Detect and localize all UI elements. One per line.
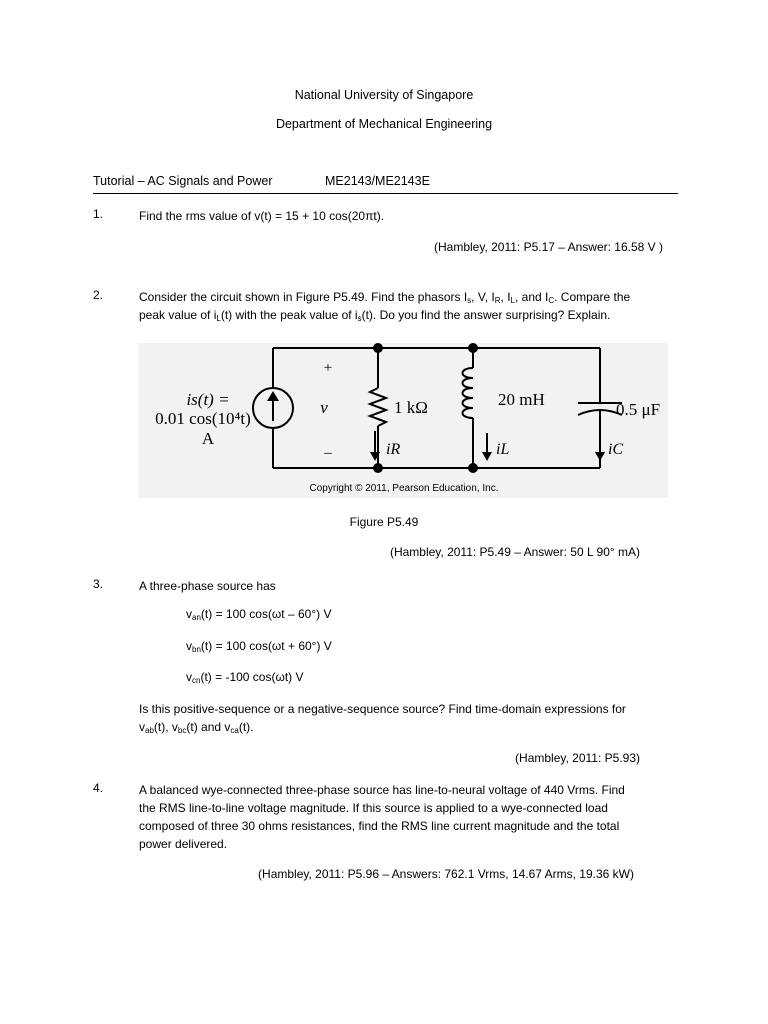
- tutorial-title: Tutorial – AC Signals and Power: [93, 174, 273, 188]
- current-il-label: iL: [496, 441, 510, 458]
- figure-caption: Figure P5.49: [349, 515, 419, 529]
- equation-van: $v_{an}(t) = 100$ cos(ωt – 60°) V: [186, 607, 332, 622]
- equation-vbn: $v_{bn}(t) = 100$ cos(ωt + 60°) V: [186, 639, 332, 654]
- circuit-diagram: [138, 343, 668, 498]
- voltage-label: v: [320, 398, 328, 417]
- question-4-text: A balanced wye-connected three-phase source has line-to-neural voltage of 440 Vrms. Find the RMS line-to-line voltage magnitude. If this source is applied to a wye-connected load composed of three 30 ohms resistances, find the RMS line current magnitude and the total power delivered.: [139, 783, 625, 851]
- university-name: National University of Singapore: [294, 88, 474, 102]
- question-2-reference: (Hambley, 2011: P5.49 – Answer: 50 L 90° mA): [389, 545, 640, 559]
- source-label-line-3: A: [201, 429, 215, 448]
- question-3-text: Is this positive-sequence or a negative-sequence source? Find time-domain expressions for $v_{ab}(t)$, $v_{bc}(t)$ and $v_{ca}(t)$.: [139, 702, 626, 735]
- question-4-number: 4.: [93, 781, 104, 795]
- figure-copyright: Copyright © 2011, Pearson Education, Inc.: [309, 483, 499, 494]
- minus-sign: –: [324, 445, 332, 461]
- equation-vcn: $v_{cn}(t) = -100$ cos(ωt) V: [186, 670, 304, 685]
- question-2-text: Consider the circuit shown in Figure P5.49. Find the phasors $I_s$, V, $I_R$, $I_L$, and $I_C$. Compare the peak value of $i_L(t)$ with the peak value of $i_s(t)$. Do you find the answer surprising? Explain.: [139, 290, 631, 323]
- source-label-line-1: is(t) =: [186, 390, 230, 409]
- question-3-reference: (Hambley, 2011: P5.93): [515, 751, 640, 765]
- header-divider: [93, 193, 678, 194]
- question-2-number: 2.: [93, 288, 104, 302]
- question-1-reference: (Hambley, 2011: P5.17 – Answer: 16.58 V ): [433, 240, 663, 254]
- course-code: ME2143/ME2143E: [325, 174, 430, 188]
- question-3-intro: A three-phase source has: [139, 579, 276, 593]
- capacitor-label: 0.5 μF: [616, 400, 661, 419]
- question-4-reference: (Hambley, 2011: P5.96 – Answers: 762.1 Vrms, 14.67 Arms, 19.36 kW): [258, 867, 634, 881]
- plus-sign: +: [323, 360, 333, 376]
- current-ir-label: iR: [386, 441, 401, 458]
- resistor-label: 1 kΩ: [394, 398, 428, 417]
- question-1-number: 1.: [93, 207, 104, 221]
- inductor-label: 20 mH: [498, 390, 545, 409]
- question-3-number: 3.: [93, 577, 104, 591]
- question-1-text: Find the rms value of v(t) = 15 + 10 cos(20πt).: [139, 209, 385, 223]
- source-label-line-2: 0.01 cos(10⁴t): [155, 409, 251, 428]
- current-ic-label: iC: [608, 441, 624, 458]
- department-name: Department of Mechanical Engineering: [275, 117, 493, 131]
